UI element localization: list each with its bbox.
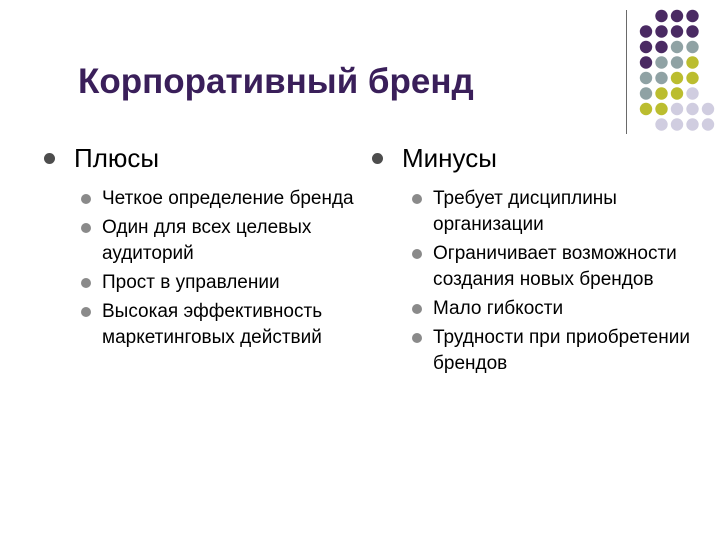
decorative-dot [686,56,698,68]
pros-item-text: Высокая эффективность маркетинговых действий [102,301,323,348]
decorative-dot [671,103,683,115]
decorative-dot [655,25,667,37]
decorative-dot [671,87,683,99]
pros-column [44,142,364,354]
cons-list [372,186,712,377]
decorative-dot [640,103,652,115]
cons-heading-row [372,142,712,174]
decorative-dot [686,72,698,84]
decorative-dot [671,56,683,68]
list-item [372,296,712,322]
bullet-icon [81,278,91,288]
cons-heading: Минусы [402,143,497,173]
decorative-dot [655,56,667,68]
pros-item-text: Один для всех целевых аудиторий [102,217,312,264]
slide-title: Корпоративный бренд [78,62,474,101]
cons-item-text: Ограничивает возможности создания новых брендов [433,243,677,290]
decorative-dot [671,41,683,53]
decorative-dot [686,118,698,130]
bullet-icon [412,333,422,343]
bullet-icon [372,153,383,164]
decorative-dot [640,56,652,68]
bullet-icon [81,307,91,317]
pros-item-text: Прост в управлении [102,272,280,293]
list-item [44,186,364,212]
cons-column [372,142,712,380]
decorative-dot [702,118,714,130]
decorative-dot [671,72,683,84]
decorative-dot [671,10,683,22]
bullet-icon [81,194,91,204]
cons-item-text: Мало гибкости [433,298,564,319]
decorative-dot [686,87,698,99]
decorative-dot [702,103,714,115]
pros-list [44,186,364,351]
bullet-icon [44,153,55,164]
pros-heading-row [44,142,364,174]
decorative-dot [655,87,667,99]
list-item [372,325,712,377]
list-item [44,270,364,296]
bullet-icon [81,223,91,233]
decorative-dot [686,41,698,53]
pros-heading: Плюсы [74,143,160,173]
decorative-dot [655,10,667,22]
list-item [372,186,712,238]
decorative-dot [655,41,667,53]
decorative-dot [686,10,698,22]
decorative-dot [640,87,652,99]
bullet-icon [412,304,422,314]
list-item [44,215,364,267]
decorative-dot [655,103,667,115]
decorative-dot [655,118,667,130]
bullet-icon [412,249,422,259]
decorative-dot [671,25,683,37]
decorative-dot [640,72,652,84]
cons-item-text: Трудности при приобретении брендов [433,327,690,374]
list-item [372,241,712,293]
pros-item-text: Четкое определение бренда [102,188,354,209]
decorative-dot [671,118,683,130]
vertical-divider [626,10,627,134]
decorative-dot [640,25,652,37]
decorative-dot [686,25,698,37]
bullet-icon [412,194,422,204]
decorative-dot [655,72,667,84]
decorative-dot [686,103,698,115]
decorative-dot [640,41,652,53]
cons-item-text: Требует дисциплины организации [433,188,617,235]
list-item [44,299,364,351]
